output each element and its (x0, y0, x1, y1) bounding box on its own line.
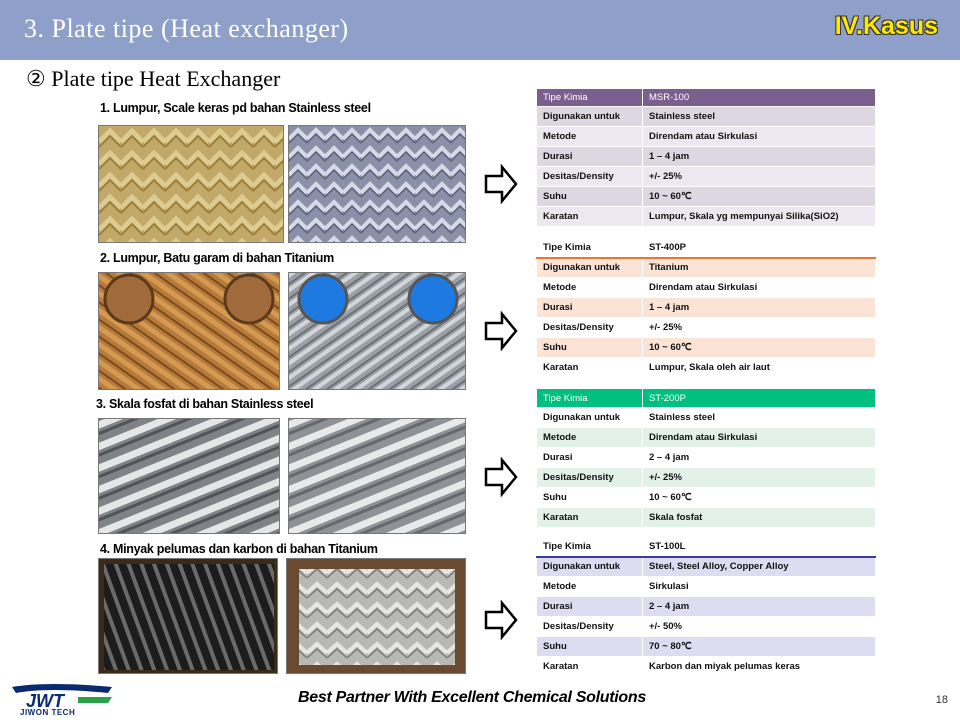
table-row (537, 657, 876, 677)
row-value: 10 ~ 60℃ (643, 338, 876, 358)
table-row (537, 428, 876, 448)
row-key: Metode (537, 428, 643, 448)
page-number: 18 (935, 694, 948, 706)
logo-subtitle: JIWON TECH (20, 708, 76, 717)
case-2-caption: 2. Lumpur, Batu garam di bahan Titanium (100, 251, 334, 265)
spec-table-st-400p (536, 238, 876, 378)
table-row (537, 408, 876, 428)
table-row (537, 278, 876, 298)
table-row (537, 107, 876, 127)
spec-table-msr-100 (536, 88, 876, 227)
row-key: Digunakan untuk (537, 107, 643, 127)
row-value: Lumpur, Skala oleh air laut (643, 358, 876, 378)
row-value: Karbon dan miyak pelumas keras (643, 657, 876, 677)
row-value: 1 – 4 jam (643, 298, 876, 318)
case-4-photo-before (98, 558, 278, 674)
row-key: Desitas/Density (537, 468, 643, 488)
table-row (537, 637, 876, 657)
table-row (537, 147, 876, 167)
table-row (537, 207, 876, 227)
row-value: +/- 50% (643, 617, 876, 637)
case-1-caption: 1. Lumpur, Scale keras pd bahan Stainless steel (100, 101, 371, 115)
table-header-row (537, 389, 876, 408)
case-2-photo-after (288, 272, 466, 390)
table-row (537, 617, 876, 637)
row-key: Digunakan untuk (537, 258, 643, 278)
table-row (537, 358, 876, 378)
table-header-row (537, 538, 876, 557)
row-key: Desitas/Density (537, 167, 643, 187)
table-row (537, 597, 876, 617)
table-row (537, 187, 876, 207)
case-3-caption: 3. Skala fosfat di bahan Stainless steel (96, 397, 314, 411)
case-3-photo-before (98, 418, 280, 534)
row-value: Stainless steel (643, 107, 876, 127)
row-key: Suhu (537, 637, 643, 657)
row-key: Karatan (537, 358, 643, 378)
row-key: Desitas/Density (537, 617, 643, 637)
slide-subtitle: ② Plate tipe Heat Exchanger (26, 66, 281, 91)
case-4-caption: 4. Minyak pelumas dan karbon di bahan Titanium (100, 542, 378, 556)
table-header-key: Tipe Kimia (537, 538, 643, 557)
row-value: Direndam atau Sirkulasi (643, 278, 876, 298)
logo-text: JWT (26, 691, 64, 711)
spec-table-st-200p (536, 388, 876, 528)
case-1-photo-before (98, 125, 284, 243)
slide-title: 3. Plate tipe (Heat exchanger) (24, 14, 349, 43)
table-row (537, 167, 876, 187)
row-key: Suhu (537, 488, 643, 508)
row-key: Suhu (537, 187, 643, 207)
row-value: 10 ~ 60℃ (643, 187, 876, 207)
row-key: Suhu (537, 338, 643, 358)
row-value: Direndam atau Sirkulasi (643, 127, 876, 147)
arrow-right-icon (484, 164, 518, 204)
row-value: Sirkulasi (643, 577, 876, 597)
row-value: +/- 25% (643, 318, 876, 338)
title-bar (0, 0, 960, 60)
row-key: Karatan (537, 657, 643, 677)
row-value: Steel, Steel Alloy, Copper Alloy (643, 557, 876, 577)
case-4-photo-after (286, 558, 466, 674)
row-key: Durasi (537, 147, 643, 167)
arrow-right-icon (484, 600, 518, 640)
row-value: Stainless steel (643, 408, 876, 428)
row-key: Metode (537, 278, 643, 298)
row-key: Metode (537, 127, 643, 147)
row-value: 2 – 4 jam (643, 597, 876, 617)
case-3-photo-after (288, 418, 466, 534)
table-row (537, 298, 876, 318)
row-value: +/- 25% (643, 468, 876, 488)
table-row (537, 577, 876, 597)
row-key: Desitas/Density (537, 318, 643, 338)
table-row (537, 338, 876, 358)
row-value: 2 – 4 jam (643, 448, 876, 468)
table-row (537, 318, 876, 338)
table-header-key: Tipe Kimia (537, 239, 643, 258)
table-header-row (537, 239, 876, 258)
row-value: 70 ~ 80℃ (643, 637, 876, 657)
row-value: Titanium (643, 258, 876, 278)
footer-slogan: Best Partner With Excellent Chemical Solutions (298, 689, 646, 706)
row-value: Direndam atau Sirkulasi (643, 428, 876, 448)
row-key: Karatan (537, 508, 643, 528)
table-header-key: Tipe Kimia (537, 89, 643, 107)
table-row (537, 508, 876, 528)
spec-table-st-100l (536, 537, 876, 677)
case-2-photo-before (98, 272, 280, 390)
table-header-value: ST-200P (643, 389, 876, 408)
arrow-right-icon (484, 311, 518, 351)
row-key: Metode (537, 577, 643, 597)
row-key: Durasi (537, 298, 643, 318)
row-key: Durasi (537, 597, 643, 617)
table-row (537, 127, 876, 147)
table-header-row (537, 89, 876, 107)
row-key: Digunakan untuk (537, 408, 643, 428)
row-value: Lumpur, Skala yg mempunyai Silika(SiO2) (643, 207, 876, 227)
table-row (537, 468, 876, 488)
row-value: 10 ~ 60℃ (643, 488, 876, 508)
table-row (537, 557, 876, 577)
section-label: IV.Kasus (834, 12, 938, 40)
table-header-key: Tipe Kimia (537, 389, 643, 408)
row-key: Karatan (537, 207, 643, 227)
table-header-value: MSR-100 (643, 89, 876, 107)
row-value: Skala fosfat (643, 508, 876, 528)
table-header-value: ST-400P (643, 239, 876, 258)
table-row (537, 488, 876, 508)
row-value: +/- 25% (643, 167, 876, 187)
row-key: Digunakan untuk (537, 557, 643, 577)
case-1-photo-after (288, 125, 466, 243)
row-key: Durasi (537, 448, 643, 468)
arrow-right-icon (484, 457, 518, 497)
table-row (537, 448, 876, 468)
table-header-value: ST-100L (643, 538, 876, 557)
row-value: 1 – 4 jam (643, 147, 876, 167)
table-row (537, 258, 876, 278)
